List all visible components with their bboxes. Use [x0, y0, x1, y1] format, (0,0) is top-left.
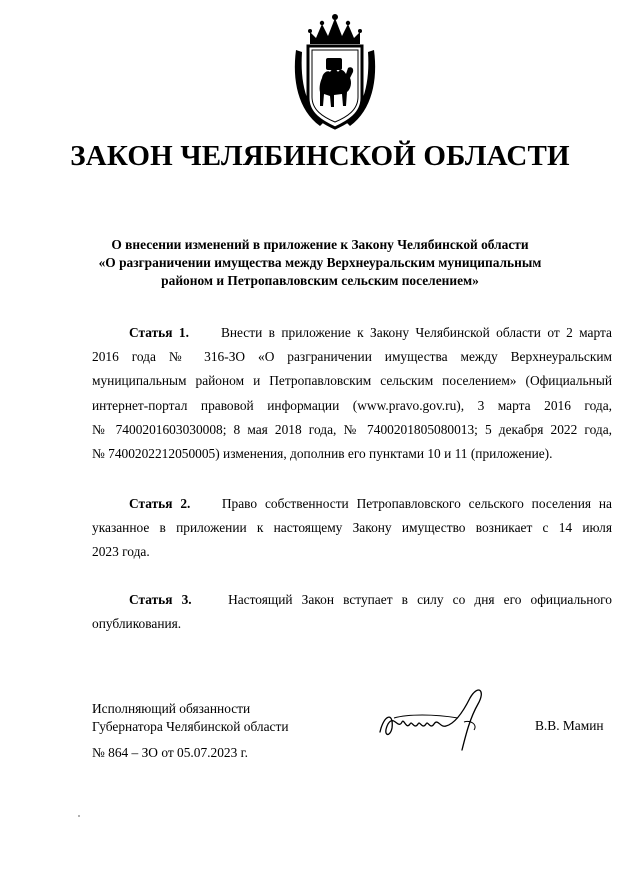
article-heading: Статья 3. — [129, 592, 192, 607]
article-line: Статья 3. Настоящий Закон вступает в силу со дня его официального — [129, 592, 612, 607]
article-3 — [92, 588, 612, 636]
article-heading: Статья 2. — [129, 496, 191, 511]
signatory-position — [92, 700, 289, 736]
article-2 — [92, 492, 612, 565]
signatory-name: В.В. Мамин — [535, 718, 604, 733]
subject-line: «О разграничении имущества между Верхнеуральским муниципальным — [98, 255, 542, 270]
article-line: Статья 1. Внести в приложение к Закону Челябинской области от 2 марта — [129, 325, 612, 340]
coat-of-arms-icon — [290, 10, 380, 132]
article-line: опубликования. — [92, 616, 182, 632]
position-line: Губернатора Челябинской области — [92, 719, 289, 734]
subject-line: районом и Петропавловским сельским поселением» — [161, 273, 479, 288]
law-subject — [70, 236, 570, 290]
article-line: Статья 2. Право собственности Петропавловского сельского поселения на — [129, 496, 613, 511]
scan-speck — [78, 815, 80, 817]
handwritten-signature-icon — [374, 684, 494, 754]
law-number-date: № 864 – ЗО от 05.07.2023 г. — [92, 745, 248, 760]
article-line: 2016 года № 316-ЗО «О разграничении имущества между Верхнеуральским — [92, 349, 612, 365]
article-line: указанное в приложении к настоящему Закону имущество возникает с 14 июля — [92, 520, 612, 536]
article-line: 2023 года. — [92, 544, 150, 560]
article-line: муниципальным районом и Петропавловским сельским поселением» (Официальный — [92, 373, 612, 389]
law-title: ЗАКОН ЧЕЛЯБИНСКОЙ ОБЛАСТИ — [70, 140, 570, 172]
article-line: № 7400201603030008; 8 мая 2018 года, № 7400201805080013; 5 декабря 2022 года, — [92, 421, 612, 437]
article-1 — [92, 321, 612, 466]
position-line: Исполняющий обязанности — [92, 701, 251, 716]
article-line: интернет-портал правовой информации (www.pravo.gov.ru), 3 марта 2016 года, — [92, 397, 612, 413]
article-heading: Статья 1. — [129, 325, 189, 340]
subject-line: О внесении изменений в приложение к Закону Челябинской области — [111, 237, 529, 252]
article-line: № 7400202212050005) изменения, дополнив его пунктами 10 и 11 (приложение). — [92, 446, 553, 462]
